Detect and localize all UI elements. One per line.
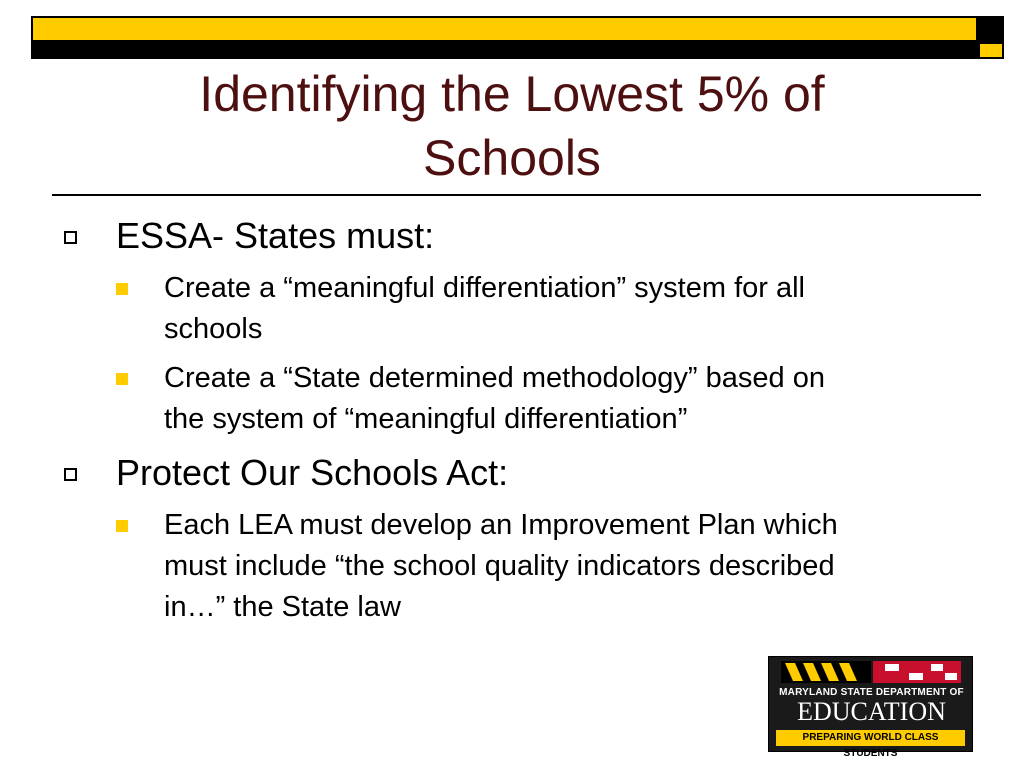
hollow-square-bullet-icon (64, 231, 77, 244)
yellow-square-bullet-icon (116, 520, 128, 532)
slide-title-line2: Schools (423, 130, 601, 186)
sub-bullet-line: schools (164, 313, 263, 345)
corner-block-yellow (978, 42, 1004, 59)
slide-title (0, 62, 1024, 190)
yellow-square-bullet-icon (116, 283, 128, 295)
top-accent-bar-yellow (31, 16, 978, 42)
title-divider (52, 194, 981, 196)
sub-bullet-line: Create a “meaningful differentiation” system for all (164, 272, 805, 304)
corner-block-black (978, 16, 1004, 42)
logo-org-name: MARYLAND STATE DEPARTMENT OF (779, 687, 964, 698)
msde-logo (768, 656, 973, 759)
bullet-text: Protect Our Schools Act: (116, 452, 509, 493)
sub-bullet-line: in…” the State law (164, 591, 401, 623)
top-accent-bar-black (31, 42, 978, 59)
sub-bullet-text (164, 268, 964, 350)
slide-title-line1: Identifying the Lowest 5% of (199, 66, 825, 122)
logo-tagline: PREPARING WORLD CLASS STUDENTS (776, 730, 965, 746)
sub-bullet-text (164, 505, 964, 628)
maryland-flag-icon (781, 661, 961, 683)
sub-bullet-line: Create a “State determined methodology” based on (164, 362, 825, 394)
sub-bullet-line: the system of “meaningful differentiation” (164, 403, 688, 435)
sub-bullet-text (164, 358, 964, 440)
yellow-square-bullet-icon (116, 373, 128, 385)
hollow-square-bullet-icon (64, 468, 77, 481)
sub-bullet-line: Each LEA must develop an Improvement Plan which (164, 509, 838, 541)
bullet-text: ESSA- States must: (116, 215, 435, 256)
logo-education-word: EDUCATION (797, 697, 946, 726)
sub-bullet-line: must include “the school quality indicators described (164, 550, 835, 582)
